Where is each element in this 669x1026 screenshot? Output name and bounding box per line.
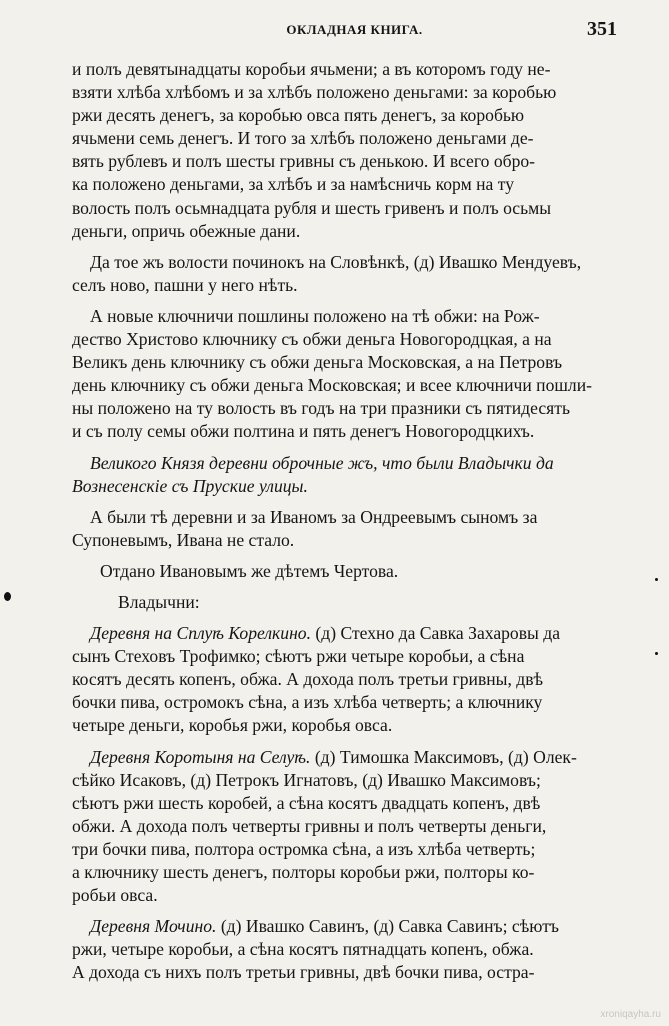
paragraph-1 xyxy=(72,58,624,243)
ink-dot-mark xyxy=(655,578,658,581)
text-line: бочки пива, остромокъ сѣна, а изъ хлѣба четверть; а ключнику xyxy=(72,692,543,713)
text-line: взяти хлѣба хлѣбомъ и за хлѣбъ положено деньгами: за коробью xyxy=(72,82,557,103)
text-line: деньги, опричь обежные дани. xyxy=(72,220,301,241)
running-title: ОКЛАДНАЯ КНИГА. xyxy=(286,22,423,37)
village-name: Деревня Мочино. xyxy=(90,916,217,937)
village-name: Деревня Коротыня на Селуѣ. xyxy=(90,746,311,767)
text-run: (д) Тимошка Максимовъ, (д) Олек- xyxy=(310,746,577,767)
text-line: косятъ десять копенъ, обжа. А дохода полъ третьи гривны, двѣ xyxy=(72,669,544,690)
text-line: а ключнику шесть денегъ, полторы коробьи ржи, полторы ко- xyxy=(72,862,535,882)
text-run: (д) Ивашко Савинъ, (д) Савка Савинъ; сѣютъ xyxy=(216,916,559,937)
village-entry-mochino xyxy=(72,915,624,984)
text-line: Великъ день ключнику съ обжи деньга Московская, а на Петровъ xyxy=(72,352,563,373)
text-line: сѣйко Исаковъ, (д) Петрокъ Игнатовъ, (д) Ивашко Максимовъ; xyxy=(72,769,541,790)
text-line: А дохода съ нихъ полъ третьи гривны, двѣ бочки пива, остра- xyxy=(72,962,535,983)
text-line: волость полъ осьмнадцата рубля и шесть гривенъ и полъ осьмы xyxy=(72,197,552,218)
paragraph-7 xyxy=(72,591,624,614)
text-line: Отдано Ивановымъ же дѣтемъ Чертова. xyxy=(100,560,399,581)
paragraph-3 xyxy=(72,305,624,444)
village-entry-korelkino xyxy=(72,622,624,737)
text-line: сѣютъ ржи шесть коробей, а сѣна косятъ двадцать копенъ, двѣ xyxy=(72,792,541,813)
text-line: А новые ключничи пошлины положено на тѣ обжи: на Рож- xyxy=(90,305,540,326)
watermark-text: xroniqayha.ru xyxy=(600,1009,661,1020)
text-line: ржи десять денегъ, за коробью овса пять денегъ, за коробью xyxy=(72,105,525,126)
text-line: сынъ Стеховъ Трофимко; сѣютъ ржи четыре коробьи, а сѣна xyxy=(72,646,525,667)
text-line: обжи. А дохода полъ четверты гривны и полъ четверты деньги, xyxy=(72,815,547,836)
text-run: (д) Стехно да Савка Захаровы да xyxy=(311,623,561,644)
text-line: день ключнику съ обжи деньга Московская; и всее ключничи пошли- xyxy=(72,375,592,396)
text-line: селъ ново, пашни у него нѣть. xyxy=(72,274,298,295)
text-line: три бочки пива, полтора остромка сѣна, а изъ хлѣба четверть; xyxy=(72,838,536,859)
village-name: Деревня на Сплуѣ Корелкино. xyxy=(90,623,311,644)
text-line xyxy=(72,746,624,769)
ink-blot-mark xyxy=(4,592,11,601)
text-line: ны положено на ту волость въ годъ на три празники съ пятидесять xyxy=(72,398,570,419)
page-number: 351 xyxy=(587,18,617,40)
paragraph-6 xyxy=(72,560,624,583)
paragraph-heading-italic xyxy=(72,452,624,498)
text-line: четыре деньги, коробья ржи, коробья овса. xyxy=(72,715,393,736)
text-line: ка положено деньгами, за хлѣбъ и за намѣсничь корм на ту xyxy=(72,174,514,195)
text-line: Вознесенскіе съ Пруские улицы. xyxy=(72,475,308,496)
text-line: вять рублевъ и полъ шесты гривны съ денькою. И всего обро- xyxy=(72,151,536,172)
text-line: Да тое жъ волости починокъ на Словѣнкѣ, (д) Ивашко Мендуевъ, xyxy=(90,251,582,272)
text-line: и съ полу семы обжи полтина и пять денегъ Новогородцкихъ. xyxy=(72,421,535,442)
text-line: робьи овса. xyxy=(72,885,158,906)
village-entry-korotynya xyxy=(72,746,624,908)
text-line: дество Христово ключнику съ обжи деньга Новогородцкая, а на xyxy=(72,329,552,350)
text-line: Великого Князя деревни оброчные жъ, что были Владычки да xyxy=(90,452,554,473)
paragraph-5 xyxy=(72,506,624,552)
body-text xyxy=(72,58,624,984)
text-line: Супоневымъ, Ивана не стало. xyxy=(72,529,295,550)
text-line xyxy=(72,915,624,938)
text-line: А были тѣ деревни и за Иваномъ за Ондреевымъ сыномъ за xyxy=(90,506,538,527)
text-line: ячьмени семь денегъ. И того за хлѣбъ положено деньгами де- xyxy=(72,128,534,149)
text-line: и полъ девятынадцаты коробьи ячьмени; а въ которомъ году не- xyxy=(72,59,551,79)
running-head xyxy=(80,20,629,42)
text-line: Владычни: xyxy=(118,591,200,612)
ink-dot-mark xyxy=(655,652,658,655)
text-line xyxy=(72,622,624,645)
paragraph-2 xyxy=(72,251,624,297)
text-line: ржи, четыре коробьи, а сѣна косятъ пятнадцать копенъ, обжа. xyxy=(72,939,534,960)
